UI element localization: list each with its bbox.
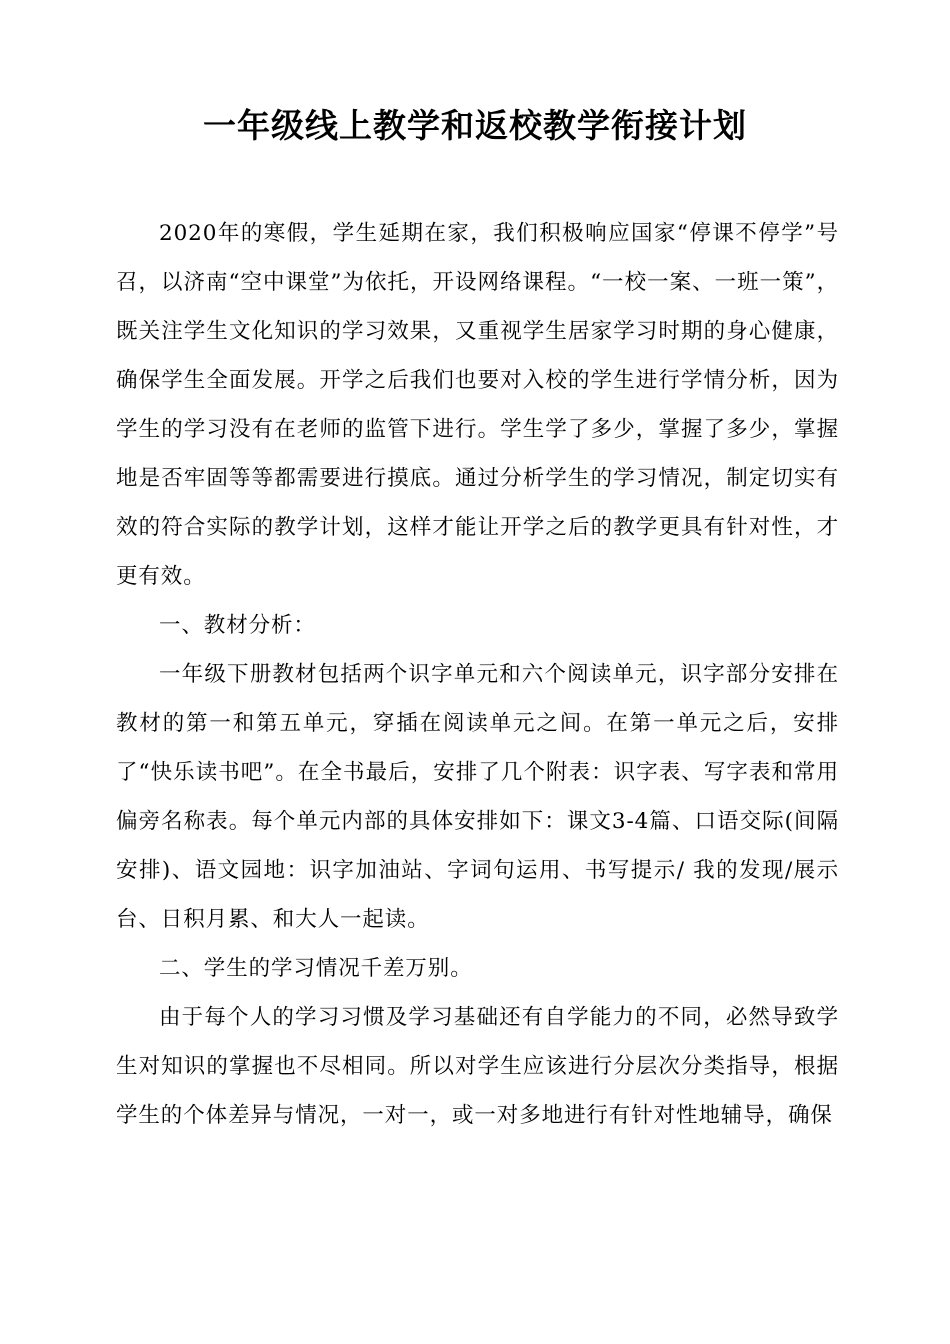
- paragraph-textbook-analysis: 一年级下册教材包括两个识字单元和六个阅读单元，识字部分安排在教材的第一和第五单元，穿插在阅读单元之间。在第一单元之后，安排了“快乐读书吧”。在全书最后，安排了几个附表：识字表、写字表和常用偏旁名称表。每个单元内部的具体安排如下：课文3-4篇、口语交际(间隔安排)、语文园地：识字加油站、字词句运用、书写提示/ 我的发现/展示台、日积月累、和大人一起读。: [116, 662, 839, 932]
- document-body: [116, 209, 839, 1140]
- heading-textbook-analysis: 一、教材分析：: [159, 613, 316, 638]
- heading-student-situation: 二、学生的学习情况千差万别。: [159, 956, 473, 981]
- paragraph-intro: 2020年的寒假，学生延期在家，我们积极响应国家“停课不停学”号召，以济南“空中课堂”为依托，开设网络课程。“一校一案、一班一策”，既关注学生文化知识的学习效果，又重视学生居家学习时期的身心健康，确保学生全面发展。开学之后我们也要对入校的学生进行学情分析，因为学生的学习没有在老师的监管下进行。学生学了多少，掌握了多少，掌握地是否牢固等等都需要进行摸底。通过分析学生的学习情况，制定切实有效的符合实际的教学计划，这样才能让开学之后的教学更具有针对性，才更有效。: [116, 221, 839, 589]
- paragraph-student-situation: 由于每个人的学习习惯及学习基础还有自学能力的不同，必然导致学生对知识的掌握也不尽相同。所以对学生应该进行分层次分类指导，根据学生的个体差异与情况，一对一，或一对多地进行有针对性地辅导，确保: [116, 1005, 839, 1128]
- document-title: 一年级线上教学和返校教学衔接计划: [203, 106, 747, 145]
